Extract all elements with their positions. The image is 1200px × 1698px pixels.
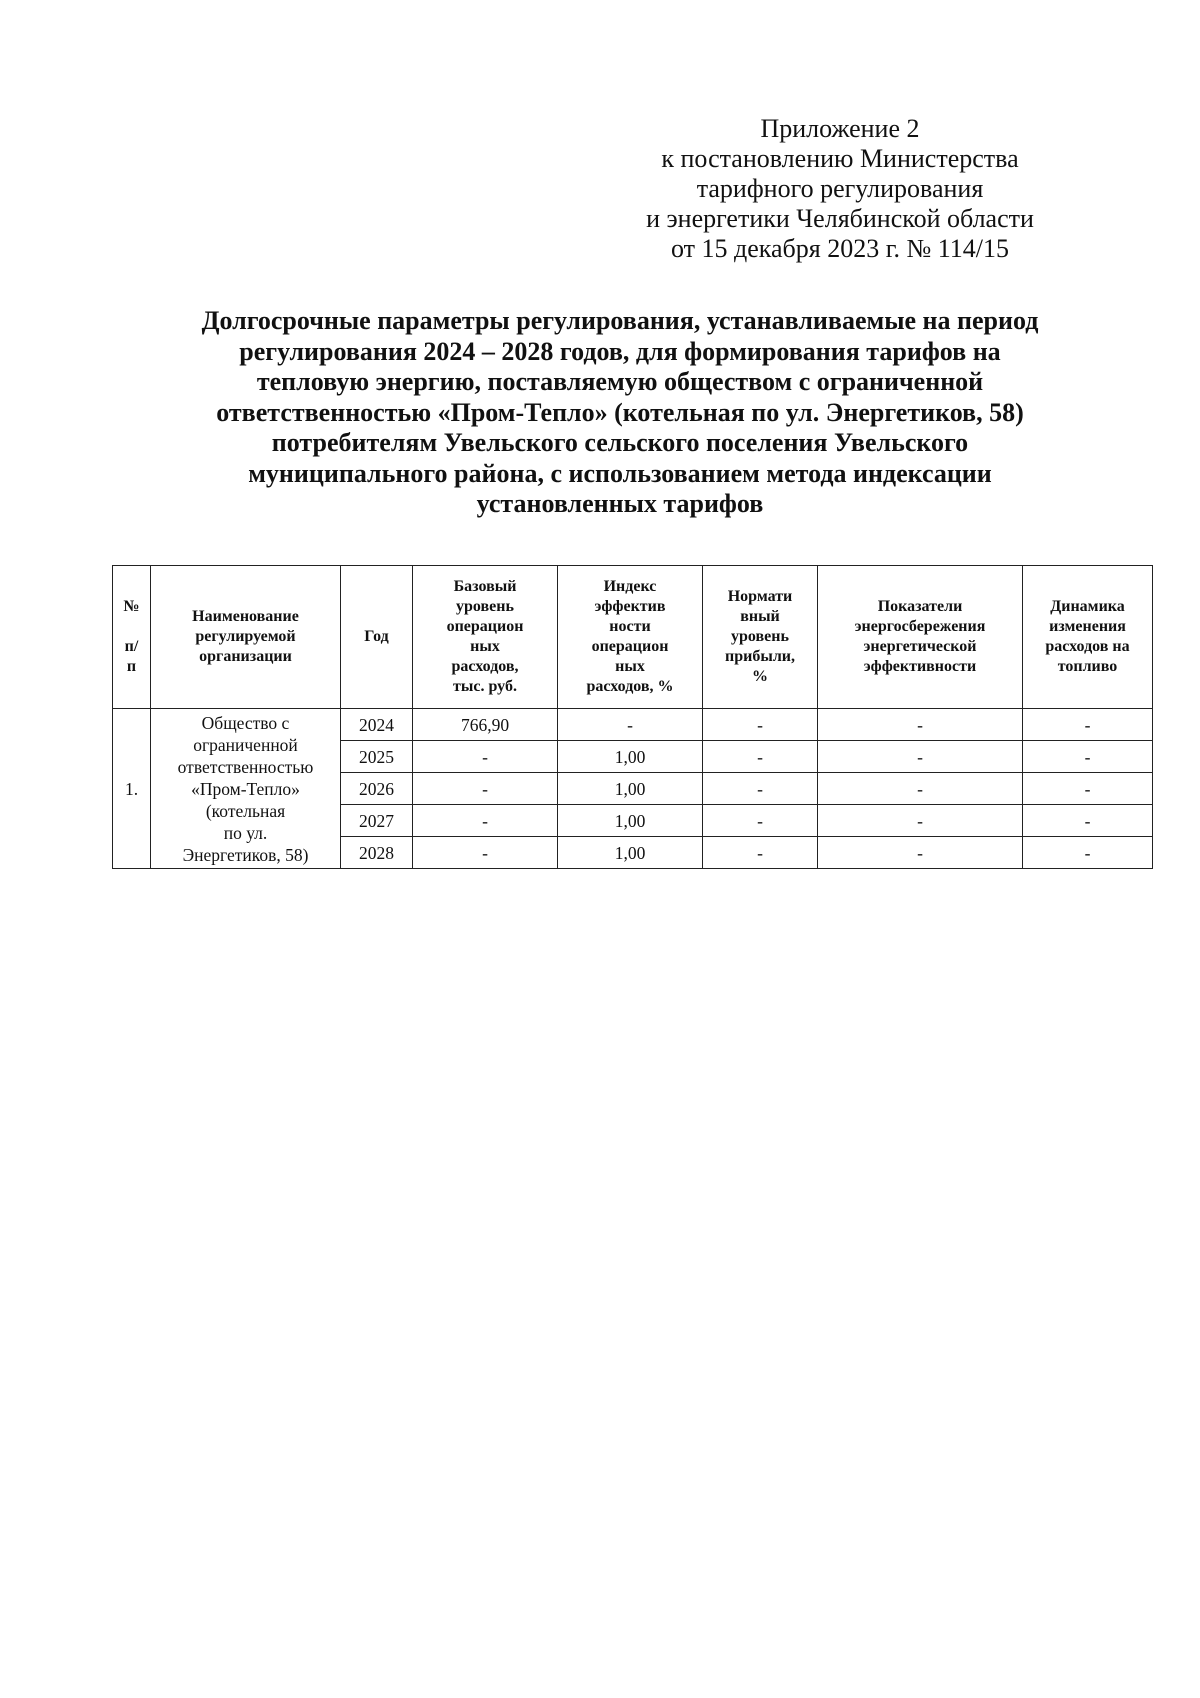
title-line: ответственностью «Пром-Тепло» (котельная по ул. Энергетиков, 58) <box>216 397 1024 427</box>
cell-efficiency-index: 1,00 <box>558 741 703 773</box>
title-line: муниципального района, с использованием метода индексации <box>248 458 992 488</box>
cell-efficiency-index: 1,00 <box>558 837 703 869</box>
cell-efficiency-index: 1,00 <box>558 805 703 837</box>
cell-fuel-dynamics: - <box>1023 773 1153 805</box>
cell-year: 2024 <box>341 709 413 741</box>
appendix-reference <box>600 114 1080 264</box>
cell-efficiency-index: 1,00 <box>558 773 703 805</box>
header-base-opex: Базовый уровень операцион ных расходов, тыс. руб. <box>413 566 558 709</box>
cell-profit-level: - <box>703 805 818 837</box>
cell-fuel-dynamics: - <box>1023 805 1153 837</box>
title-line: Долгосрочные параметры регулирования, устанавливаемые на период <box>201 306 1039 335</box>
cell-efficiency-index: - <box>558 709 703 741</box>
title-line: регулирования 2024 – 2028 годов, для формирования тарифов на <box>239 336 1001 366</box>
appendix-line: от 15 декабря 2023 г. № 114/15 <box>670 234 1010 263</box>
cell-profit-level: - <box>703 741 818 773</box>
cell-energy-saving: - <box>818 741 1023 773</box>
organization-name: Общество с ограниченной ответственностью «Пром-Тепло» (котельная по ул. Энергетиков, 58) <box>151 709 341 869</box>
header-number: № п/ п <box>113 566 151 709</box>
appendix-line: к постановлению Министерства <box>661 144 1019 173</box>
cell-year: 2026 <box>341 773 413 805</box>
cell-year: 2028 <box>341 837 413 869</box>
table-row <box>113 709 1153 741</box>
cell-base-opex: - <box>413 805 558 837</box>
cell-energy-saving: - <box>818 773 1023 805</box>
appendix-line: Приложение 2 <box>760 114 920 143</box>
title-line: установленных тарифов <box>476 489 764 518</box>
document-title <box>140 306 1100 520</box>
cell-base-opex: - <box>413 837 558 869</box>
row-number: 1. <box>113 709 151 869</box>
cell-base-opex: - <box>413 773 558 805</box>
cell-fuel-dynamics: - <box>1023 837 1153 869</box>
cell-year: 2025 <box>341 741 413 773</box>
cell-energy-saving: - <box>818 805 1023 837</box>
cell-base-opex: - <box>413 741 558 773</box>
header-fuel-dynamics: Динамика изменения расходов на топливо <box>1023 566 1153 709</box>
appendix-line: и энергетики Челябинской области <box>646 204 1034 233</box>
header-organization: Наименование регулируемой организации <box>151 566 341 709</box>
appendix-line: тарифного регулирования <box>696 174 984 203</box>
table-header-row <box>113 566 1153 709</box>
header-year: Год <box>341 566 413 709</box>
title-line: потребителям Увельского сельского поселения Увельского <box>271 428 969 457</box>
cell-year: 2027 <box>341 805 413 837</box>
regulation-parameters-table <box>112 565 1153 869</box>
cell-fuel-dynamics: - <box>1023 741 1153 773</box>
cell-base-opex: 766,90 <box>413 709 558 741</box>
cell-profit-level: - <box>703 837 818 869</box>
cell-energy-saving: - <box>818 709 1023 741</box>
cell-profit-level: - <box>703 709 818 741</box>
cell-profit-level: - <box>703 773 818 805</box>
cell-energy-saving: - <box>818 837 1023 869</box>
title-line: тепловую энергию, поставляемую обществом с ограниченной <box>256 367 984 396</box>
header-profit-level: Нормати вный уровень прибыли, % <box>703 566 818 709</box>
header-efficiency-index: Индекс эффектив ности операцион ных расходов, % <box>558 566 703 709</box>
header-energy-saving: Показатели энергосбережения энергетической эффективности <box>818 566 1023 709</box>
cell-fuel-dynamics: - <box>1023 709 1153 741</box>
